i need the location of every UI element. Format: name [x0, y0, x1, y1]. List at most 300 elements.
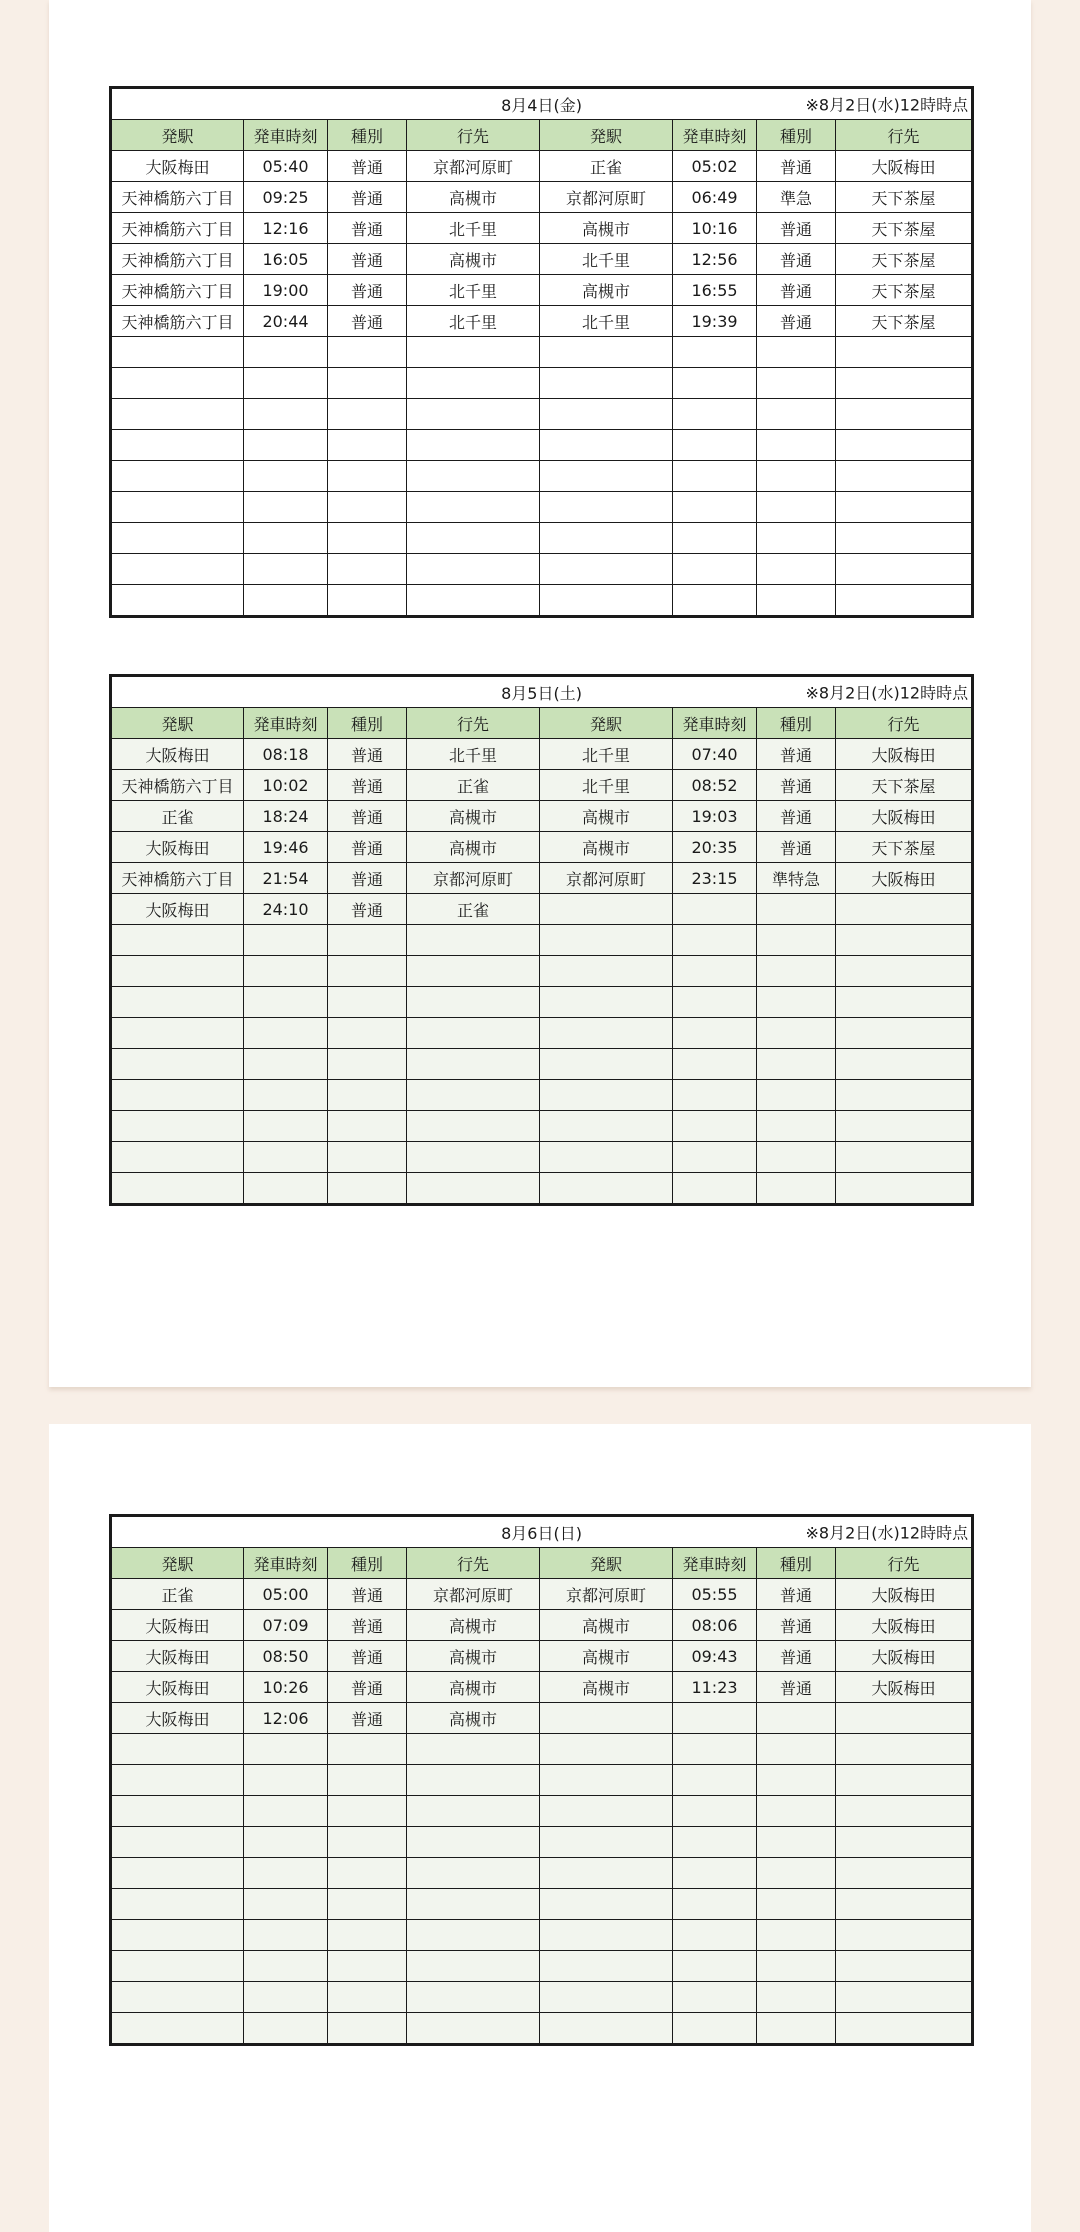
table-cell	[111, 492, 244, 523]
table-cell	[111, 1173, 244, 1205]
timetable-aug-6	[109, 1514, 974, 2046]
table-cell	[407, 461, 540, 492]
column-header: 発駅	[111, 120, 244, 151]
table-cell	[836, 925, 973, 956]
table-cell	[407, 554, 540, 585]
table-cell	[757, 1703, 836, 1734]
table-cell: 普通	[757, 306, 836, 337]
table-cell	[836, 337, 973, 368]
table-cell: 普通	[328, 739, 407, 770]
table-cell: 12:56	[673, 244, 757, 275]
table-cell: 普通	[328, 832, 407, 863]
table-cell: 普通	[328, 1641, 407, 1672]
table-cell	[328, 1858, 407, 1889]
table-cell	[836, 1982, 973, 2013]
table-cell	[244, 368, 328, 399]
table-cell	[328, 1018, 407, 1049]
table-cell: 北千里	[407, 739, 540, 770]
table-cell: 普通	[757, 1610, 836, 1641]
table-cell	[540, 1951, 673, 1982]
table-row	[111, 1049, 973, 1080]
column-header: 発車時刻	[244, 120, 328, 151]
table-cell	[407, 337, 540, 368]
table-cell: 準急	[757, 182, 836, 213]
table-cell: 高槻市	[407, 244, 540, 275]
table-cell: 天神橋筋六丁目	[111, 182, 244, 213]
column-header: 種別	[757, 708, 836, 739]
table-cell	[328, 925, 407, 956]
table-cell	[328, 368, 407, 399]
table-cell: 正雀	[111, 1579, 244, 1610]
as-of-note: ※8月2日(水)12時時点	[805, 1523, 969, 1543]
table-row	[111, 1734, 973, 1765]
table-cell	[540, 1018, 673, 1049]
document-page-1	[49, 0, 1031, 1387]
table-cell	[244, 1018, 328, 1049]
table-cell	[328, 1982, 407, 2013]
table-cell	[673, 523, 757, 554]
table-cell	[328, 523, 407, 554]
table-row	[111, 337, 973, 368]
table-cell	[407, 399, 540, 430]
table-cell	[836, 554, 973, 585]
table-cell	[540, 461, 673, 492]
table-cell	[757, 1951, 836, 1982]
table-cell	[757, 399, 836, 430]
table-cell	[836, 399, 973, 430]
table-row	[111, 2013, 973, 2045]
table-cell	[244, 1951, 328, 1982]
table-cell: 天下茶屋	[836, 182, 973, 213]
table-cell	[540, 1142, 673, 1173]
table-cell	[836, 1142, 973, 1173]
table-cell: 天下茶屋	[836, 275, 973, 306]
table-cell	[407, 523, 540, 554]
table-cell	[836, 1080, 973, 1111]
table-row	[111, 368, 973, 399]
table-cell: 普通	[328, 894, 407, 925]
table-row	[111, 1827, 973, 1858]
table-cell: 天神橋筋六丁目	[111, 275, 244, 306]
table-cell	[244, 461, 328, 492]
table-cell	[244, 925, 328, 956]
table-cell: 19:46	[244, 832, 328, 863]
table-cell	[673, 1049, 757, 1080]
table-cell	[111, 1982, 244, 2013]
table-cell: 天神橋筋六丁目	[111, 213, 244, 244]
table-cell	[111, 1080, 244, 1111]
table-title-cell	[111, 676, 973, 708]
table-cell: 普通	[757, 770, 836, 801]
table-header-row	[111, 708, 973, 739]
table-cell: 19:03	[673, 801, 757, 832]
table-row	[111, 430, 973, 461]
table-row	[111, 1889, 973, 1920]
table-cell: 16:55	[673, 275, 757, 306]
table-cell	[757, 368, 836, 399]
table-cell: 北千里	[407, 306, 540, 337]
table-cell	[540, 1765, 673, 1796]
table-title-row	[111, 88, 973, 120]
table-cell: 高槻市	[540, 832, 673, 863]
table-cell	[328, 1889, 407, 1920]
table-cell	[407, 1920, 540, 1951]
table-cell	[328, 554, 407, 585]
table-cell: 大阪梅田	[836, 1672, 973, 1703]
table-cell	[540, 2013, 673, 2045]
table-cell: 大阪梅田	[111, 832, 244, 863]
table-cell: 高槻市	[407, 1641, 540, 1672]
column-header: 種別	[328, 1548, 407, 1579]
table-cell	[111, 956, 244, 987]
table-row	[111, 925, 973, 956]
table-row	[111, 182, 973, 213]
table-cell	[757, 492, 836, 523]
table-title-cell	[111, 88, 973, 120]
table-cell: 大阪梅田	[836, 1579, 973, 1610]
table-cell	[836, 1049, 973, 1080]
column-header: 発車時刻	[673, 120, 757, 151]
table-cell	[540, 523, 673, 554]
table-cell	[407, 1142, 540, 1173]
table-cell: 08:50	[244, 1641, 328, 1672]
table-cell: 普通	[757, 1672, 836, 1703]
as-of-note: ※8月2日(水)12時時点	[805, 95, 969, 115]
table-cell	[328, 399, 407, 430]
table-cell: 天神橋筋六丁目	[111, 244, 244, 275]
table-cell	[244, 1765, 328, 1796]
table-cell	[673, 1018, 757, 1049]
as-of-note: ※8月2日(水)12時時点	[805, 683, 969, 703]
table-cell	[244, 1173, 328, 1205]
table-cell: 北千里	[407, 275, 540, 306]
table-cell	[757, 1920, 836, 1951]
table-cell: 05:00	[244, 1579, 328, 1610]
table-cell: 正雀	[111, 801, 244, 832]
table-cell: 大阪梅田	[836, 863, 973, 894]
table-cell: 普通	[328, 801, 407, 832]
timetable-aug-4	[109, 86, 974, 618]
table-cell	[836, 1796, 973, 1827]
table-row	[111, 275, 973, 306]
table-cell	[328, 1920, 407, 1951]
table-cell	[244, 956, 328, 987]
table-cell	[244, 1049, 328, 1080]
table-cell: 普通	[328, 1579, 407, 1610]
table-cell: 高槻市	[540, 1672, 673, 1703]
table-cell	[836, 1951, 973, 1982]
table-cell	[540, 1173, 673, 1205]
table-row	[111, 894, 973, 925]
table-cell: 普通	[757, 1641, 836, 1672]
table-row	[111, 863, 973, 894]
table-cell	[111, 1111, 244, 1142]
column-header: 行先	[836, 1548, 973, 1579]
table-row	[111, 492, 973, 523]
table-row	[111, 1672, 973, 1703]
column-header: 発車時刻	[244, 1548, 328, 1579]
table-cell: 07:09	[244, 1610, 328, 1641]
table-cell: 23:15	[673, 863, 757, 894]
table-cell	[673, 1080, 757, 1111]
column-header: 発車時刻	[673, 708, 757, 739]
table-cell: 京都河原町	[540, 1579, 673, 1610]
table-cell: 10:02	[244, 770, 328, 801]
table-cell	[407, 1111, 540, 1142]
table-cell: 普通	[328, 182, 407, 213]
table-cell	[328, 492, 407, 523]
table-cell: 正雀	[540, 151, 673, 182]
table-cell: 高槻市	[540, 213, 673, 244]
table-cell: 大阪梅田	[836, 739, 973, 770]
table-cell	[836, 1018, 973, 1049]
table-cell: 天下茶屋	[836, 306, 973, 337]
table-cell: 08:06	[673, 1610, 757, 1641]
table-cell	[540, 987, 673, 1018]
table-cell	[540, 492, 673, 523]
table-cell: 大阪梅田	[836, 151, 973, 182]
table-cell	[244, 1920, 328, 1951]
table-cell	[673, 987, 757, 1018]
table-cell: 天神橋筋六丁目	[111, 863, 244, 894]
table-cell: 大阪梅田	[111, 1703, 244, 1734]
table-cell	[111, 523, 244, 554]
table-cell: 05:55	[673, 1579, 757, 1610]
table-cell	[328, 585, 407, 617]
table-cell	[328, 1827, 407, 1858]
table-cell: 05:40	[244, 151, 328, 182]
table-cell	[757, 2013, 836, 2045]
table-cell: 大阪梅田	[111, 1672, 244, 1703]
table-cell: 12:16	[244, 213, 328, 244]
table-cell	[757, 430, 836, 461]
column-header: 種別	[328, 120, 407, 151]
table-cell	[540, 368, 673, 399]
table-cell	[757, 956, 836, 987]
table-cell	[673, 925, 757, 956]
table-cell	[328, 1049, 407, 1080]
table-cell	[244, 1889, 328, 1920]
table-cell	[836, 1827, 973, 1858]
table-cell	[757, 1018, 836, 1049]
table-cell: 普通	[328, 275, 407, 306]
table-cell	[244, 1982, 328, 2013]
table-cell	[836, 1173, 973, 1205]
table-cell	[244, 2013, 328, 2045]
table-cell	[111, 1920, 244, 1951]
table-cell	[673, 1796, 757, 1827]
table-row	[111, 213, 973, 244]
table-cell	[407, 2013, 540, 2045]
table-cell	[328, 1142, 407, 1173]
table-cell	[244, 523, 328, 554]
table-cell	[540, 1858, 673, 1889]
table-cell: 10:16	[673, 213, 757, 244]
column-header: 種別	[757, 1548, 836, 1579]
table-cell	[407, 1858, 540, 1889]
table-cell	[244, 1142, 328, 1173]
table-cell: 大阪梅田	[111, 151, 244, 182]
table-cell	[540, 925, 673, 956]
table-cell	[407, 1173, 540, 1205]
table-date: 8月5日(土)	[501, 683, 582, 703]
table-cell	[836, 894, 973, 925]
table-cell	[836, 1920, 973, 1951]
table-cell	[328, 2013, 407, 2045]
table-cell	[836, 523, 973, 554]
table-cell: 07:40	[673, 739, 757, 770]
table-cell	[111, 430, 244, 461]
table-cell	[540, 1703, 673, 1734]
table-row	[111, 1796, 973, 1827]
table-cell: 普通	[328, 151, 407, 182]
table-cell	[540, 399, 673, 430]
table-cell	[757, 1734, 836, 1765]
column-header: 発駅	[540, 1548, 673, 1579]
table-cell	[407, 1765, 540, 1796]
table-cell	[244, 1827, 328, 1858]
table-cell	[111, 585, 244, 617]
table-cell: 普通	[328, 770, 407, 801]
table-cell: 20:44	[244, 306, 328, 337]
table-row	[111, 1858, 973, 1889]
table-cell	[407, 1049, 540, 1080]
table-cell	[673, 2013, 757, 2045]
table-cell: 高槻市	[540, 1641, 673, 1672]
table-cell	[407, 925, 540, 956]
column-header: 行先	[407, 708, 540, 739]
table-cell	[407, 987, 540, 1018]
column-header: 行先	[836, 708, 973, 739]
table-cell	[673, 1858, 757, 1889]
document-page-2	[49, 1424, 1031, 2232]
table-cell	[836, 1889, 973, 1920]
table-cell: 大阪梅田	[111, 739, 244, 770]
table-cell	[407, 430, 540, 461]
table-cell	[407, 1734, 540, 1765]
table-cell	[757, 1889, 836, 1920]
table-cell: 天下茶屋	[836, 832, 973, 863]
table-cell	[244, 1734, 328, 1765]
table-row	[111, 554, 973, 585]
table-row	[111, 399, 973, 430]
table-cell: 天神橋筋六丁目	[111, 306, 244, 337]
table-cell	[111, 1951, 244, 1982]
table-cell	[407, 1018, 540, 1049]
table-cell	[673, 1765, 757, 1796]
table-title-row	[111, 1516, 973, 1548]
table-cell	[757, 554, 836, 585]
table-cell	[757, 585, 836, 617]
table-cell	[757, 1080, 836, 1111]
timetable-aug-5	[109, 674, 974, 1206]
table-cell	[111, 1765, 244, 1796]
table-cell: 06:49	[673, 182, 757, 213]
table-cell: 高槻市	[540, 801, 673, 832]
table-cell	[540, 1796, 673, 1827]
table-cell	[111, 1796, 244, 1827]
table-cell: 天下茶屋	[836, 213, 973, 244]
table-row	[111, 1920, 973, 1951]
table-cell	[328, 1111, 407, 1142]
table-cell: 09:25	[244, 182, 328, 213]
table-cell	[673, 1951, 757, 1982]
table-cell: 普通	[328, 244, 407, 275]
table-cell	[407, 368, 540, 399]
table-header-row	[111, 120, 973, 151]
table-cell: 高槻市	[407, 1703, 540, 1734]
table-cell	[673, 430, 757, 461]
table-cell	[328, 1951, 407, 1982]
table-cell: 大阪梅田	[836, 801, 973, 832]
table-cell	[757, 523, 836, 554]
table-cell: 普通	[757, 213, 836, 244]
table-cell	[673, 956, 757, 987]
table-cell	[244, 1796, 328, 1827]
table-cell	[111, 1889, 244, 1920]
table-cell: 高槻市	[407, 801, 540, 832]
table-cell	[540, 1111, 673, 1142]
table-cell	[673, 1703, 757, 1734]
table-cell: 北千里	[540, 770, 673, 801]
table-cell: 北千里	[540, 244, 673, 275]
table-cell	[836, 461, 973, 492]
table-row	[111, 1142, 973, 1173]
table-cell: 19:39	[673, 306, 757, 337]
table-cell: 正雀	[407, 894, 540, 925]
table-cell	[757, 1827, 836, 1858]
table-cell	[244, 337, 328, 368]
table-cell	[757, 1796, 836, 1827]
table-cell: 高槻市	[407, 832, 540, 863]
table-row	[111, 461, 973, 492]
table-cell	[328, 987, 407, 1018]
table-cell	[328, 1796, 407, 1827]
table-cell	[540, 337, 673, 368]
table-header-row	[111, 1548, 973, 1579]
table-cell: 京都河原町	[407, 1579, 540, 1610]
column-header: 発駅	[111, 1548, 244, 1579]
table-row	[111, 1579, 973, 1610]
table-cell: 05:02	[673, 151, 757, 182]
table-cell	[407, 1951, 540, 1982]
table-cell	[673, 368, 757, 399]
table-cell	[244, 492, 328, 523]
table-cell	[757, 461, 836, 492]
table-cell	[673, 1734, 757, 1765]
table-cell: 普通	[757, 1579, 836, 1610]
column-header: 発車時刻	[673, 1548, 757, 1579]
column-header: 種別	[757, 120, 836, 151]
table-cell	[244, 554, 328, 585]
table-cell	[540, 1080, 673, 1111]
table-title-row	[111, 676, 973, 708]
table-cell	[111, 1142, 244, 1173]
table-cell	[673, 1142, 757, 1173]
table-row	[111, 770, 973, 801]
table-row	[111, 1703, 973, 1734]
table-cell	[757, 1111, 836, 1142]
table-cell	[328, 956, 407, 987]
table-cell	[757, 1982, 836, 2013]
table-cell	[244, 987, 328, 1018]
table-cell	[111, 1858, 244, 1889]
table-cell	[328, 1765, 407, 1796]
table-cell: 天神橋筋六丁目	[111, 770, 244, 801]
table-cell: 高槻市	[407, 182, 540, 213]
column-header: 種別	[328, 708, 407, 739]
table-cell	[328, 1080, 407, 1111]
